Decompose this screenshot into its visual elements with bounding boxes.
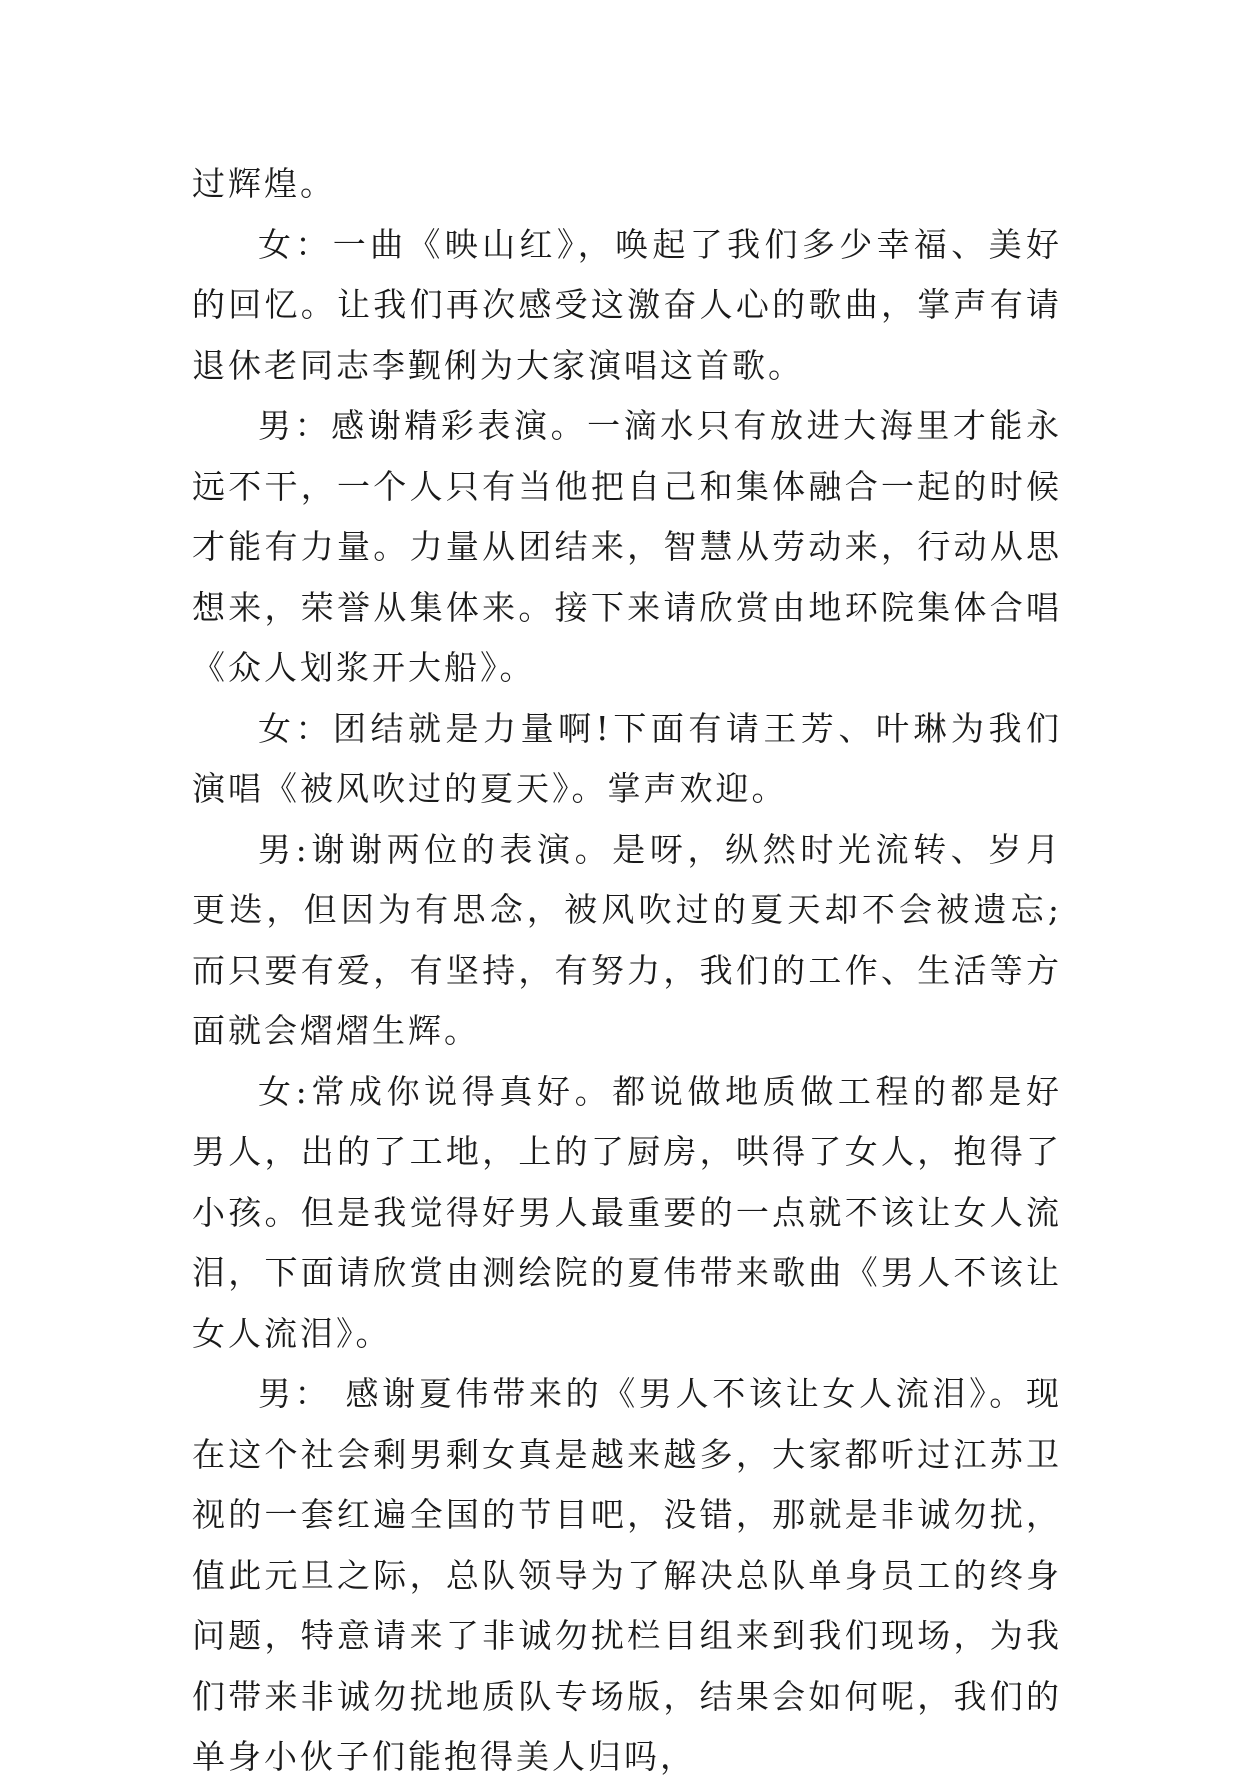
paragraph: 男:谢谢两位的表演。是呀，纵然时光流转、岁月更迭，但因为有思念，被风吹过的夏天却不会被遗忘;而只要有爱，有坚持，有努力，我们的工作、生活等方面就会熠熠生辉。 bbox=[192, 829, 1062, 1050]
paragraph: 男： 感谢夏伟带来的《男人不该让女人流泪》。现在这个社会剩男剩女真是越来越多，大家都听过江苏卫视的一套红遍全国的节目吧，没错，那就是非诚勿扰，值此元旦之际，总队领导为了解决总队单身员工的终身问题，特意请来了非诚勿扰栏目组来到我们现场，为我们带来非诚勿扰地质队专场版，结果会如何呢，我们的单身小伙子们能抱得美人归吗， bbox=[192, 1374, 1062, 1776]
paragraph: 过辉煌。 bbox=[192, 164, 336, 203]
paragraph: 女：团结就是力量啊!下面有请王芳、叶琳为我们演唱《被风吹过的夏天》。掌声欢迎。 bbox=[192, 708, 1062, 808]
paragraph: 女：一曲《映山红》，唤起了我们多少幸福、美好的回忆。让我们再次感受这激奋人心的歌曲，掌声有请退休老同志李觐俐为大家演唱这首歌。 bbox=[192, 224, 1062, 385]
paragraph: 女:常成你说得真好。都说做地质做工程的都是好男人，出的了工地，上的了厨房，哄得了女人，抱得了小孩。但是我觉得好男人最重要的一点就不该让女人流泪，下面请欣赏由测绘院的夏伟带来歌曲《男人不该让女人流泪》。 bbox=[192, 1071, 1062, 1353]
paragraph: 男：感谢精彩表演。一滴水只有放进大海里才能永远不干，一个人只有当他把自己和集体融合一起的时候才能有力量。力量从团结来，智慧从劳动来，行动从思想来，荣誉从集体来。接下来请欣赏由地环院集体合唱《众人划浆开大船》。 bbox=[192, 406, 1062, 687]
document-body bbox=[192, 154, 1062, 1788]
